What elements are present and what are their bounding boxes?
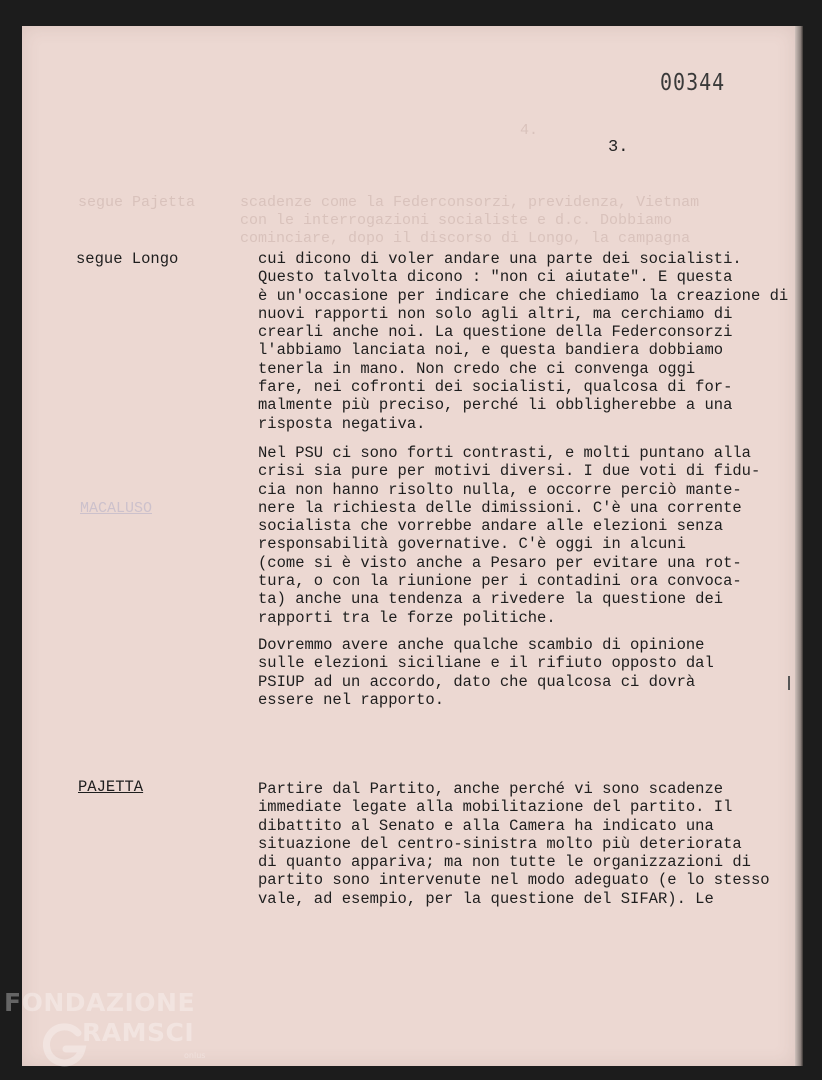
text-line: l'abbiamo lanciata noi, e questa bandiera dobbiamo: [258, 341, 724, 360]
text-line: situazione del centro-sinistra molto più deteriorata: [258, 834, 742, 853]
text-line: nuovi rapporti non solo agli altri, ma cerchiamo di: [258, 304, 733, 323]
bleed-through-page-number: 4.: [520, 122, 539, 139]
text-line: risposta negativa.: [258, 414, 426, 433]
paragraph-longo-1: [258, 250, 793, 433]
text-line: Dovremmo avere anche qualche scambio di opinione: [258, 636, 705, 654]
document-page: [22, 26, 795, 1066]
page-number: 3.: [608, 138, 629, 157]
text-line: tenerla in mano. Non credo che ci convenga oggi: [258, 359, 696, 378]
text-line: (come si è visto anche a Pesaro per evitare una rot-: [258, 553, 742, 572]
fondazione-gramsci-watermark: [4, 988, 234, 1068]
text-line: essere nel rapporto.: [258, 690, 445, 709]
text-line: socialista che vorrebbe andare alle elezioni senza: [258, 517, 724, 536]
text-line: Nel PSU ci sono forti contrasti, e molti puntano alla: [258, 444, 751, 462]
text-line: malmente più preciso, perché li obbligherebbe a una: [258, 396, 733, 415]
text-line: crisi sia pure per motivi diversi. I due voti di fidu-: [258, 462, 761, 481]
page-edge-shadow: [795, 26, 803, 1066]
watermark-onlus: onlus: [184, 1051, 206, 1060]
bleed-through-text: scadenze come la Federconsorzi, previdenza, Vietnam con le interrogazioni socialiste e d.c. Dobbiamo cominciare, dopo il discorso di Longo, la campagna: [240, 194, 700, 247]
paragraph-pajetta-1: [258, 780, 793, 908]
speaker-label-pajetta: PAJETTA: [78, 778, 144, 796]
watermark-line1: FONDAZIONE: [4, 988, 196, 1017]
text-line: Partire dal Partito, anche perché vi sono scadenze: [258, 780, 724, 798]
text-line: sulle elezioni siciliane e il rifiuto opposto dal: [258, 654, 714, 673]
text-line: cia non hanno risolto nulla, e occorre perciò mante-: [258, 480, 742, 499]
archive-document-number: 00344: [660, 68, 726, 96]
bleed-through-label: segue Pajetta: [78, 194, 196, 211]
text-line: cui dicono di voler andare una parte dei socialisti.: [258, 250, 742, 268]
text-line: vale, ad esempio, per la questione del SIFAR). Le: [258, 889, 714, 908]
paragraph-longo-3: [258, 636, 793, 709]
watermark-line2: RAMSCI: [82, 1018, 195, 1047]
text-line: di quanto appariva; ma non tutte le organizzazioni di: [258, 853, 751, 872]
text-line: PSIUP ad un accordo, dato che qualcosa ci dovrà: [258, 672, 696, 691]
text-line: immediate legate alla mobilitazione del partito. Il: [258, 798, 733, 817]
text-line: tura, o con la riunione per i contadini ora convoca-: [258, 572, 742, 591]
text-line: nere la richiesta delle dimissioni. C'è una corrente: [258, 498, 742, 517]
text-line: ta) anche una tendenza a rivedere la questione dei: [258, 590, 724, 609]
text-line: partito sono intervenute nel modo adeguato (e lo stesso: [258, 871, 770, 890]
text-line: crearli anche noi. La questione della Federconsorzi: [258, 323, 733, 342]
text-line: fare, nei cofronti dei socialisti, qualcosa di for-: [258, 378, 733, 397]
margin-mark: [788, 676, 790, 690]
bleed-through-label-macaluso: MACALUSO: [80, 500, 153, 517]
speaker-label-longo: segue Longo: [76, 250, 179, 268]
text-line: responsabilità governative. C'è oggi in alcuni: [258, 535, 686, 554]
text-line: è un'occasione per indicare che chiediamo la creazione di: [258, 286, 789, 305]
text-line: rapporti tra le forze politiche.: [258, 608, 556, 627]
text-line: Questo talvolta dicono : "non ci aiutate". E questa: [258, 268, 733, 287]
text-line: dibattito al Senato e alla Camera ha indicato una: [258, 816, 714, 835]
paragraph-longo-2: [258, 444, 793, 627]
